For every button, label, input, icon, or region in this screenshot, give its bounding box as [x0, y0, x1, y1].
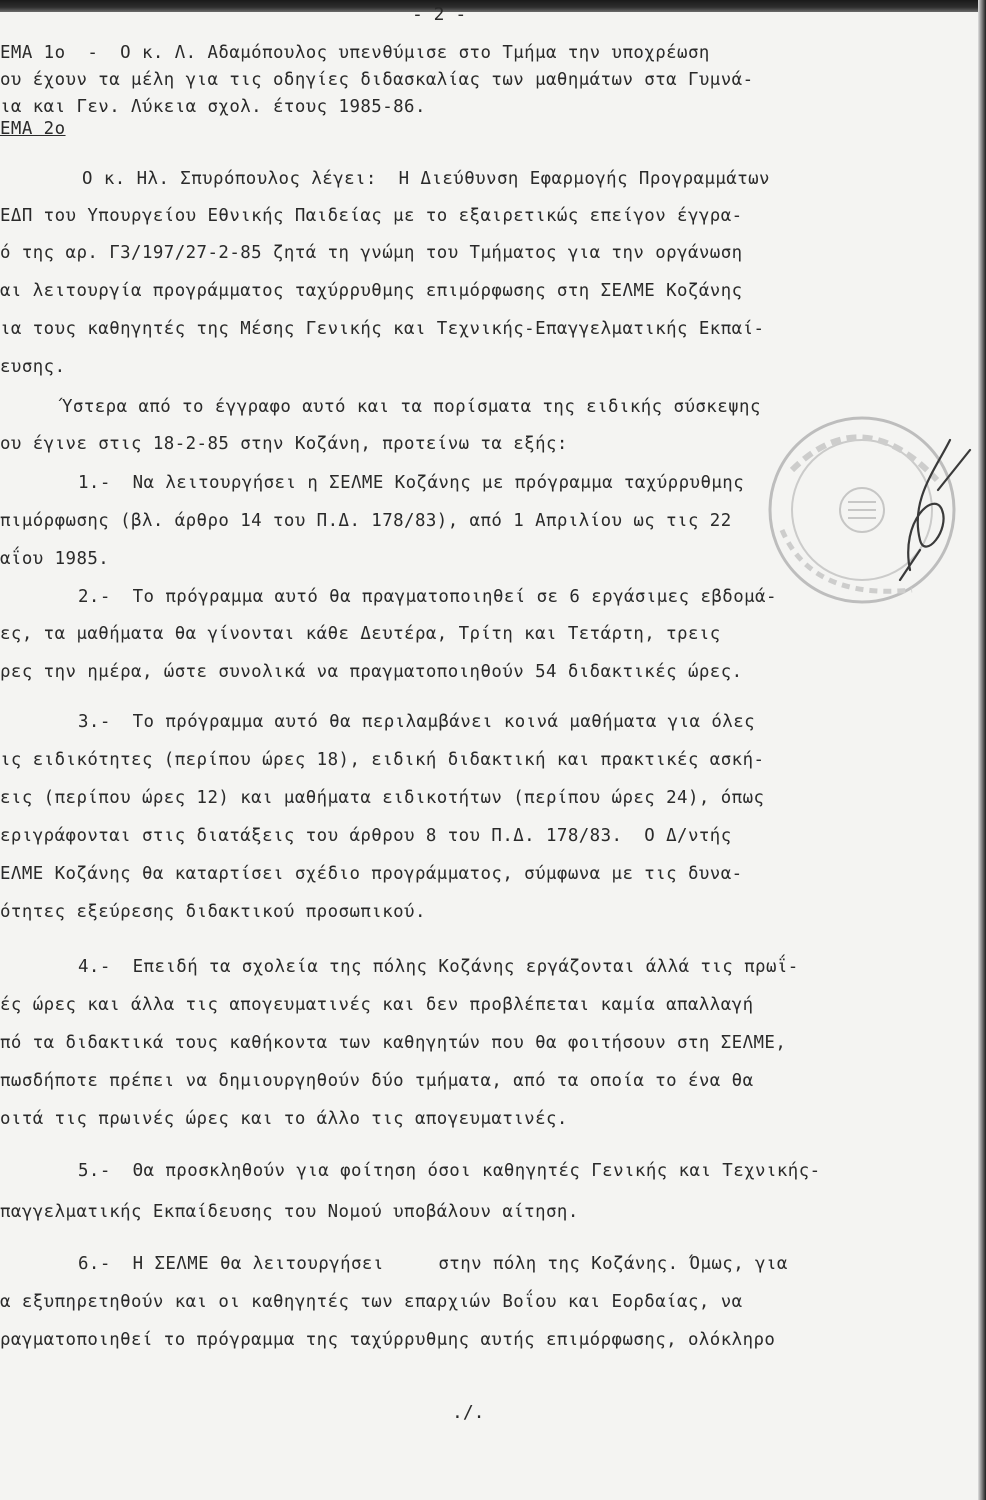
scan-top-edge [0, 0, 986, 12]
text-line: πιμόρφωσης (βλ. άρθρο 14 του Π.Δ. 178/83), από 1 Απριλίου ως τις 22 [0, 511, 732, 531]
text-line: ου έχουν τα μέλη για τις οδηγίες διδασκαλίας των μαθημάτων στα Γυμνά- [0, 70, 754, 90]
section-heading: ΕΜΑ 2ο [0, 119, 66, 139]
text-line: πό τα διδακτικά τους καθήκοντα των καθηγητών που θα φοιτήσουν στη ΣΕΛΜΕ, [0, 1033, 787, 1053]
text-line: 1.- Να λειτουργήσει η ΣΕΛΜΕ Κοζάνης με πρόγραμμα ταχύρρυθμης [78, 473, 745, 493]
text-line: Ο κ. Ηλ. Σπυρόπουλος λέγει: Η Διεύθυνση Εφαρμογής Προγραμμάτων [82, 169, 770, 189]
text-line: ια τους καθηγητές της Μέσης Γενικής και Τεχνικής-Επαγγελματικής Εκπαί- [0, 319, 765, 339]
text-line: ές ώρες και άλλα τις απογευματινές και δεν προβλέπεται καμία απαλλαγή [0, 995, 754, 1015]
text-line: ια και Γεν. Λύκεια σχολ. έτους 1985-86. [0, 97, 426, 117]
text-line: 3.- Το πρόγραμμα αυτό θα περιλαμβάνει κοινά μαθήματα για όλες [78, 712, 756, 732]
text-line: ΕΛΜΕ Κοζάνης θα καταρτίσει σχέδιο προγράμματος, σύμφωνα με τις δυνα- [0, 864, 743, 884]
text-line: ου έγινε στις 18-2-85 στην Κοζάνη, προτείνω τα εξής: [0, 434, 568, 454]
text-line: Ύστερα από το έγγραφο αυτό και τα πορίσματα της ειδικής σύσκεψης [62, 397, 761, 417]
text-line: ραγματοποιηθεί το πρόγραμμα της ταχύρρυθμης αυτής επιμόρφωσης, ολόκληρο [0, 1330, 776, 1350]
page-number: - 2 - [412, 4, 467, 25]
text-line: ό της αρ. Γ3/197/27-2-85 ζητά τη γνώμη του Τμήματος για την οργάνωση [0, 243, 743, 263]
text-line: ις ειδικότητες (περίπου ώρες 18), ειδική διδακτική και πρακτικές ασκή- [0, 750, 765, 770]
text-line: εις (περίπου ώρες 12) και μαθήματα ειδικοτήτων (περίπου ώρες 24), όπως [0, 788, 765, 808]
text-line: εριγράφονται στις διατάξεις του άρθρου 8 του Π.Δ. 178/83. Ο Δ/ντής [0, 826, 732, 846]
text-line: 6.- Η ΣΕΛΜΕ θα λειτουργήσει στην πόλη της Κοζάνης. Όμως, για [78, 1254, 788, 1274]
continuation-mark: ./. [452, 1402, 485, 1423]
text-line: ες, τα μαθήματα θα γίνονται κάθε Δευτέρα, Τρίτη και Τετάρτη, τρεις [0, 624, 721, 644]
handwritten-signature [880, 430, 980, 600]
text-line: ότητες εξεύρεσης διδακτικού προσωπικού. [0, 902, 426, 922]
text-line: αι λειτουργία προγράμματος ταχύρρυθμης επιμόρφωσης στη ΣΕΛΜΕ Κοζάνης [0, 281, 743, 301]
text-line: ρες την ημέρα, ώστε συνολικά να πραγματοποιηθούν 54 διδακτικές ώρες. [0, 662, 743, 682]
text-line: ευσης. [0, 357, 66, 377]
text-line: 4.- Επειδή τα σχολεία της πόλης Κοζάνης εργάζονται άλλά τις πρωΐ- [78, 957, 799, 977]
scan-right-edge [978, 0, 986, 1500]
text-line: παγγελματικής Εκπαίδευσης του Νομού υποβάλουν αίτηση. [0, 1202, 579, 1222]
text-line: ΕΔΠ του Υπουργείου Εθνικής Παιδείας με το εξαιρετικώς επείγον έγγρα- [0, 206, 743, 226]
text-line: 5.- Θα προσκληθούν για φοίτηση όσοι καθηγητές Γενικής και Τεχνικής- [78, 1161, 821, 1181]
text-line: αΐου 1985. [0, 549, 110, 569]
text-line: οιτά τις πρωινές ώρες και το άλλο τις απογευματινές. [0, 1109, 568, 1129]
text-line: α εξυπηρετηθούν και οι καθηγητές των επαρχιών Βοΐου και Εορδαίας, να [0, 1292, 743, 1312]
text-line: πωσδήποτε πρέπει να δημιουργηθούν δύο τμήματα, από τα οποία το ένα θα [0, 1071, 754, 1091]
text-line: ΕΜΑ 1ο - Ο κ. Λ. Αδαμόπουλος υπενθύμισε στο Τμήμα την υποχρέωση [0, 43, 710, 63]
text-line: 2.- Το πρόγραμμα αυτό θα πραγματοποιηθεί σε 6 εργάσιμες εβδομά- [78, 587, 777, 607]
